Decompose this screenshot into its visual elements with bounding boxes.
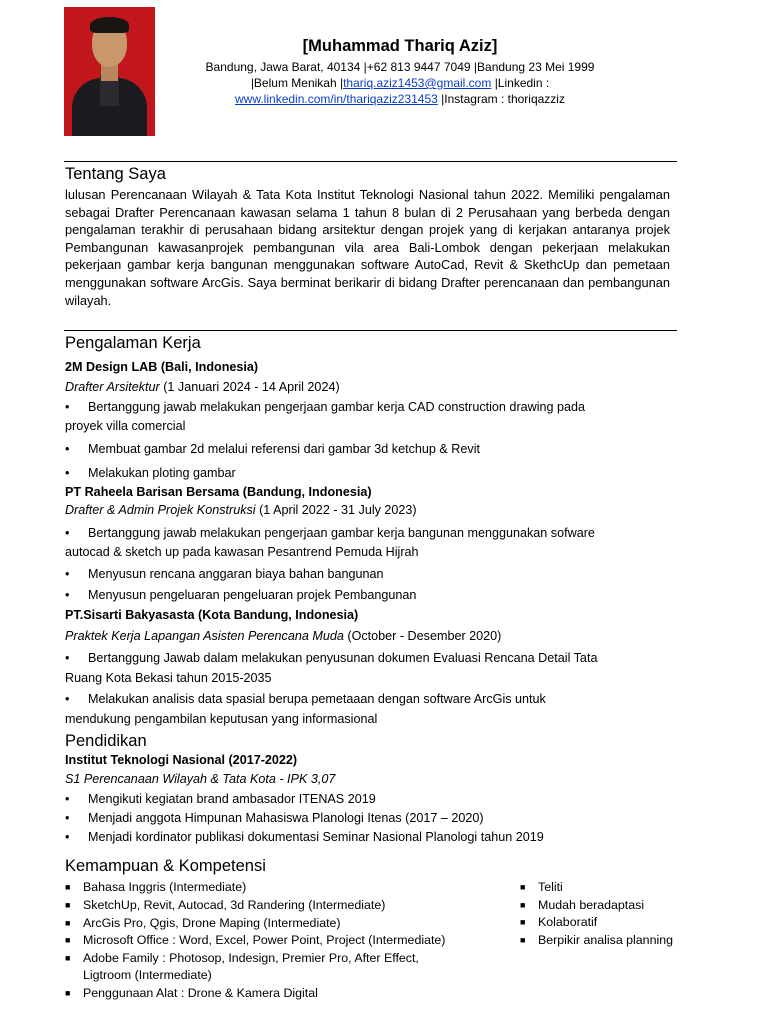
contact-line-3 <box>160 91 640 107</box>
phone: |+62 813 9447 7049 <box>363 60 471 74</box>
address: Bandung, Jawa Barat, 40134 <box>205 60 361 74</box>
square-bullet: ■ <box>520 882 526 892</box>
job-3-role: Praktek Kerja Lapangan Asisten Perencana Muda <box>65 629 344 643</box>
soft-skill-1: ■ Teliti <box>520 879 563 897</box>
bullet-dot: • <box>65 692 70 706</box>
job-2-company: PT Raheela Barisan Bersama (Bandung, Indonesia) <box>65 485 372 499</box>
bullet-dot: • <box>65 400 70 414</box>
divider-about <box>64 330 677 331</box>
education-bullet-3: • Menjadi kordinator publikasi dokumentasi Seminar Nasional Planologi tahun 2019 <box>65 827 673 847</box>
hard-skill-3: ■ ArcGis Pro, Qgis, Drone Maping (Intermediate) <box>65 915 341 933</box>
square-bullet: ■ <box>520 935 526 945</box>
bullet-dot: • <box>65 466 70 480</box>
job-3-role-line <box>65 629 501 643</box>
square-bullet: ■ <box>65 953 71 963</box>
job-2-bullet-1-cont: autocad & sketch up pada kawasan Pesantrend Pemuda Hijrah <box>65 545 419 559</box>
candidate-name: [Muhammad Thariq Aziz] <box>302 37 498 55</box>
education-bullet-1: • Mengikuti kegiatan brand ambasador ITENAS 2019 <box>65 789 673 809</box>
bullet-dot: • <box>65 792 70 806</box>
job-1-bullet-1-cont: proyek villa comercial <box>65 419 186 433</box>
email-link[interactable]: thariq.aziz1453@gmail.com <box>343 76 492 90</box>
job-1-bullet-3: • Melakukan ploting gambar <box>65 463 673 483</box>
job-1-bullet-2: • Membuat gambar 2d melalui referensi dari gambar 3d ketchup & Revit <box>65 439 673 459</box>
education-heading: Pendidikan <box>65 732 147 750</box>
bullet-dot: • <box>65 830 70 844</box>
hard-skill-5-cont: Ligtroom (Intermediate) <box>83 968 212 982</box>
bullet-dot: • <box>65 567 70 581</box>
bullet-dot: • <box>65 442 70 456</box>
square-bullet: ■ <box>520 917 526 927</box>
soft-skill-3: ■ Kolaboratif <box>520 914 597 932</box>
square-bullet: ■ <box>65 918 71 928</box>
square-bullet: ■ <box>65 900 71 910</box>
job-1-role: Drafter Arsitektur <box>65 380 160 394</box>
hard-skill-6: ■ Penggunaan Alat : Drone & Kamera Digital <box>65 985 318 1003</box>
job-2-period: (1 April 2022 - 31 July 2023) <box>255 503 417 517</box>
job-2-bullet-1: • Bertanggung jawab melakukan pengerjaan gambar kerja bangunan menggunakan sofware <box>65 523 673 543</box>
birth-info: |Bandung 23 Mei 1999 <box>473 60 595 74</box>
marital-status: |Belum Menikah | <box>250 76 344 90</box>
skills-heading: Kemampuan & Kompetensi <box>65 857 266 875</box>
linkedin-link[interactable]: www.linkedin.com/in/thariqaziz231453 <box>235 92 438 106</box>
job-3-bullet-2-cont: mendukung pengambilan keputusan yang informasional <box>65 712 378 726</box>
job-2-bullet-2: • Menyusun rencana anggaran biaya bahan bangunan <box>65 564 673 584</box>
bullet-dot: • <box>65 651 70 665</box>
square-bullet: ■ <box>65 988 71 998</box>
job-1-bullet-1: • Bertanggung jawab melakukan pengerjaan gambar kerja CAD construction drawing pada <box>65 397 673 417</box>
linkedin-label: |Linkedin : <box>494 76 550 90</box>
job-3-period: (October - Desember 2020) <box>343 629 502 643</box>
contact-line-2 <box>160 75 640 91</box>
photo-hair <box>90 17 129 33</box>
job-2-role-line <box>65 503 417 517</box>
instagram: |Instagram : thoriqazziz <box>441 92 565 106</box>
job-3-bullet-1-cont: Ruang Kota Bekasi tahun 2015-2035 <box>65 671 272 685</box>
soft-skill-2: ■ Mudah beradaptasi <box>520 897 644 915</box>
education-school: Institut Teknologi Nasional (2017-2022) <box>65 753 298 767</box>
job-1-company: 2M Design LAB (Bali, Indonesia) <box>65 360 259 374</box>
job-3-bullet-2: • Melakukan analisis data spasial berupa pemetaaan dengan software ArcGis untuk <box>65 689 673 709</box>
profile-photo <box>64 7 155 136</box>
experience-heading: Pengalaman Kerja <box>65 334 201 352</box>
job-1-role-line <box>65 380 340 394</box>
bullet-dot: • <box>65 526 70 540</box>
education-degree: S1 Perencanaan Wilayah & Tata Kota - IPK 3,07 <box>65 772 336 786</box>
education-bullet-2: • Menjadi anggota Himpunan Mahasiswa Planologi Itenas (2017 – 2020) <box>65 808 673 828</box>
hard-skill-5: ■ Adobe Family : Photosop, Indesign, Premier Pro, After Effect, <box>65 950 419 968</box>
job-1-period: (1 Januari 2024 - 14 April 2024) <box>159 380 340 394</box>
bullet-dot: • <box>65 811 70 825</box>
about-text: lulusan Perencanaan Wilayah & Tata Kota Institut Teknologi Nasional tahun 2022. Memiliki pengalaman sebagai Drafter Perencanaan kawasan selama 1 tahun 8 bulan di 2 Perusahaan yang berbeda dengan pengalaman terakhir di perusahaan bidang arsitektur dengan projek yang di kerjakan antaranya projek Pembangunan kawasanprojek pembangunan vila area Bali-Lombok dengan pekerjaan melakukan pekerjaan gambar kerja bangunan menggunakan software AutoCad, Revit & SkethcUp dan pemetaan menggunakan software ArcGis. Saya berminat berikarir di bidang Drafter perencanaan dan pembangunan wilayah. <box>65 187 670 308</box>
contact-line-1 <box>160 59 640 75</box>
job-3-bullet-1: • Bertanggung Jawab dalam melakukan penyusunan dokumen Evaluasi Rencana Detail Tata <box>65 648 673 668</box>
job-3-company: PT.Sisarti Bakyasasta (Kota Bandung, Indonesia) <box>65 608 359 622</box>
divider-top <box>64 161 677 162</box>
about-heading: Tentang Saya <box>65 165 166 183</box>
hard-skill-1: ■ Bahasa Inggris (Intermediate) <box>65 879 246 897</box>
job-2-role: Drafter & Admin Projek Konstruksi <box>65 503 256 517</box>
job-2-bullet-3: • Menyusun pengeluaran pengeluaran projek Pembangunan <box>65 585 673 605</box>
hard-skill-4: ■ Microsoft Office : Word, Excel, Power Point, Project (Intermediate) <box>65 932 445 950</box>
square-bullet: ■ <box>520 900 526 910</box>
square-bullet: ■ <box>65 882 71 892</box>
bullet-dot: • <box>65 588 70 602</box>
soft-skill-4: ■ Berpikir analisa planning <box>520 932 673 950</box>
hard-skill-2: ■ SketchUp, Revit, Autocad, 3d Randering (Intermediate) <box>65 897 385 915</box>
square-bullet: ■ <box>65 935 71 945</box>
